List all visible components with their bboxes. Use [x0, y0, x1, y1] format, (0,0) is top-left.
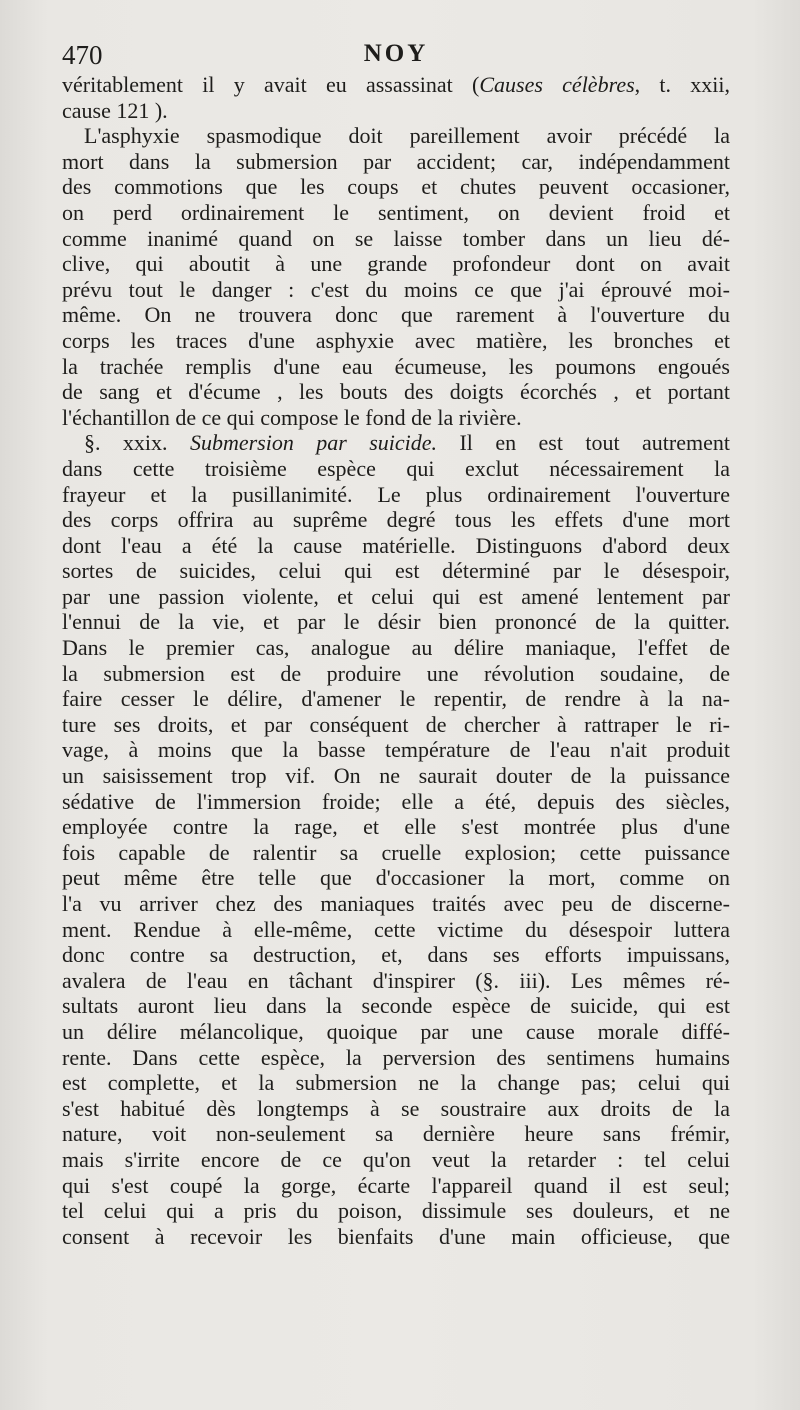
text-line: dont l'eau a été la cause matérielle. Distinguons d'abord deux	[62, 532, 730, 558]
page-number: 470	[62, 40, 103, 70]
text-line: est complette, et la submersion ne la change pas; celui qui	[62, 1070, 730, 1096]
text-line: mais s'irrite encore de ce qu'on veut la retarder : tel celui	[62, 1146, 730, 1172]
text-line: ture ses droits, et par conséquent de chercher à rattraper le ri-	[62, 711, 730, 737]
text-line: sédative de l'immersion froide; elle a été, depuis des siècles,	[62, 788, 730, 814]
text-line: mort dans la submersion par accident; car, indépendamment	[62, 148, 730, 174]
text-line: sultats auront lieu dans la seconde espèce de suicide, qui est	[62, 993, 730, 1019]
text-line: la trachée remplis d'une eau écumeuse, les poumons engoués	[62, 353, 730, 379]
text-line: sortes de suicides, celui qui est déterminé par le désespoir,	[62, 558, 730, 584]
text-line: de sang et d'écume , les bouts des doigts écorchés , et portant	[62, 379, 730, 405]
text-line: ment. Rendue à elle-même, cette victime du désespoir luttera	[62, 916, 730, 942]
text-line: l'échantillon de ce qui compose le fond de la rivière.	[62, 404, 522, 430]
text-line: faire cesser le délire, d'amener le repentir, de rendre à la na-	[62, 686, 730, 712]
text-line: rente. Dans cette espèce, la perversion des sentimens humains	[62, 1044, 730, 1070]
text-line: employée contre la rage, et elle s'est montrée plus d'une	[62, 814, 730, 840]
text-line: vage, à moins que la basse température de l'eau n'ait produit	[62, 737, 730, 763]
text-line: cause 121 ).	[62, 97, 168, 123]
text-line: véritablement il y avait eu assassinat (Causes célèbres, t. xxii,	[62, 72, 730, 97]
text-line: nature, voit non-seulement sa dernière heure sans frémir,	[62, 1121, 730, 1147]
body-text	[62, 72, 730, 1249]
text-line: comme inanimé quand on se laisse tomber dans un lieu dé-	[62, 225, 730, 251]
text-line: §. xxix. Submersion par suicide. Il en est tout autrement	[84, 430, 730, 456]
text-line: clive, qui aboutit à une grande profondeur dont on avait	[62, 251, 730, 277]
text-line: des corps offrira au suprême degré tous les effets d'une mort	[62, 507, 730, 533]
text-line: un délire mélancolique, quoique par une cause morale diffé-	[62, 1018, 730, 1044]
text-line: tel celui qui a pris du poison, dissimule ses douleurs, et ne	[62, 1198, 730, 1224]
text-line: prévu tout le danger : c'est du moins ce que j'ai éprouvé moi-	[62, 276, 730, 302]
text-line: un saisissement trop vif. On ne saurait douter de la puissance	[62, 763, 730, 789]
text-line: l'ennui de la vie, et par le désir bien prononcé de la quitter.	[62, 609, 730, 635]
text-line: corps les traces d'une asphyxie avec matière, les bronches et	[62, 327, 730, 353]
text-line: peut même être telle que d'occasioner la mort, comme on	[62, 865, 730, 891]
text-line: s'est habitué dès longtemps à se soustraire aux droits de la	[62, 1095, 730, 1121]
text-line: même. On ne trouvera donc que rarement à l'ouverture du	[62, 302, 730, 328]
running-head: NOY	[363, 40, 429, 67]
text-line: frayeur et la pusillanimité. Le plus ordinairement l'ouverture	[62, 481, 730, 507]
text-line: consent à recevoir les bienfaits d'une main officieuse, que	[62, 1223, 730, 1249]
text-line: des commotions que les coups et chutes peuvent occasioner,	[62, 174, 730, 200]
text-line: donc contre sa destruction, et, dans ses efforts impuissans,	[62, 942, 730, 968]
page-header	[62, 40, 730, 72]
text-line: Dans le premier cas, analogue au délire maniaque, l'effet de	[62, 635, 730, 661]
text-line: par une passion violente, et celui qui est amené lentement par	[62, 583, 730, 609]
text-line: L'asphyxie spasmodique doit pareillement avoir précédé la	[84, 123, 730, 149]
italic-span: Causes célèbres	[479, 72, 635, 97]
text-line: dans cette troisième espèce qui exclut nécessairement la	[62, 455, 730, 481]
italic-span: Submersion par suicide.	[189, 430, 438, 456]
text-line: on perd ordinairement le sentiment, on devient froid et	[62, 199, 730, 225]
text-line: la submersion est de produire une révolution soudaine, de	[62, 660, 730, 686]
text-line: fois capable de ralentir sa cruelle explosion; cette puissance	[62, 839, 730, 865]
text-line: l'a vu arriver chez des maniaques traités avec peu de discerne-	[62, 891, 730, 916]
text-line: qui s'est coupé la gorge, écarte l'appareil quand il est seul;	[62, 1172, 730, 1198]
text-line: avalera de l'eau en tâchant d'inspirer (§. iii). Les mêmes ré-	[62, 967, 730, 993]
